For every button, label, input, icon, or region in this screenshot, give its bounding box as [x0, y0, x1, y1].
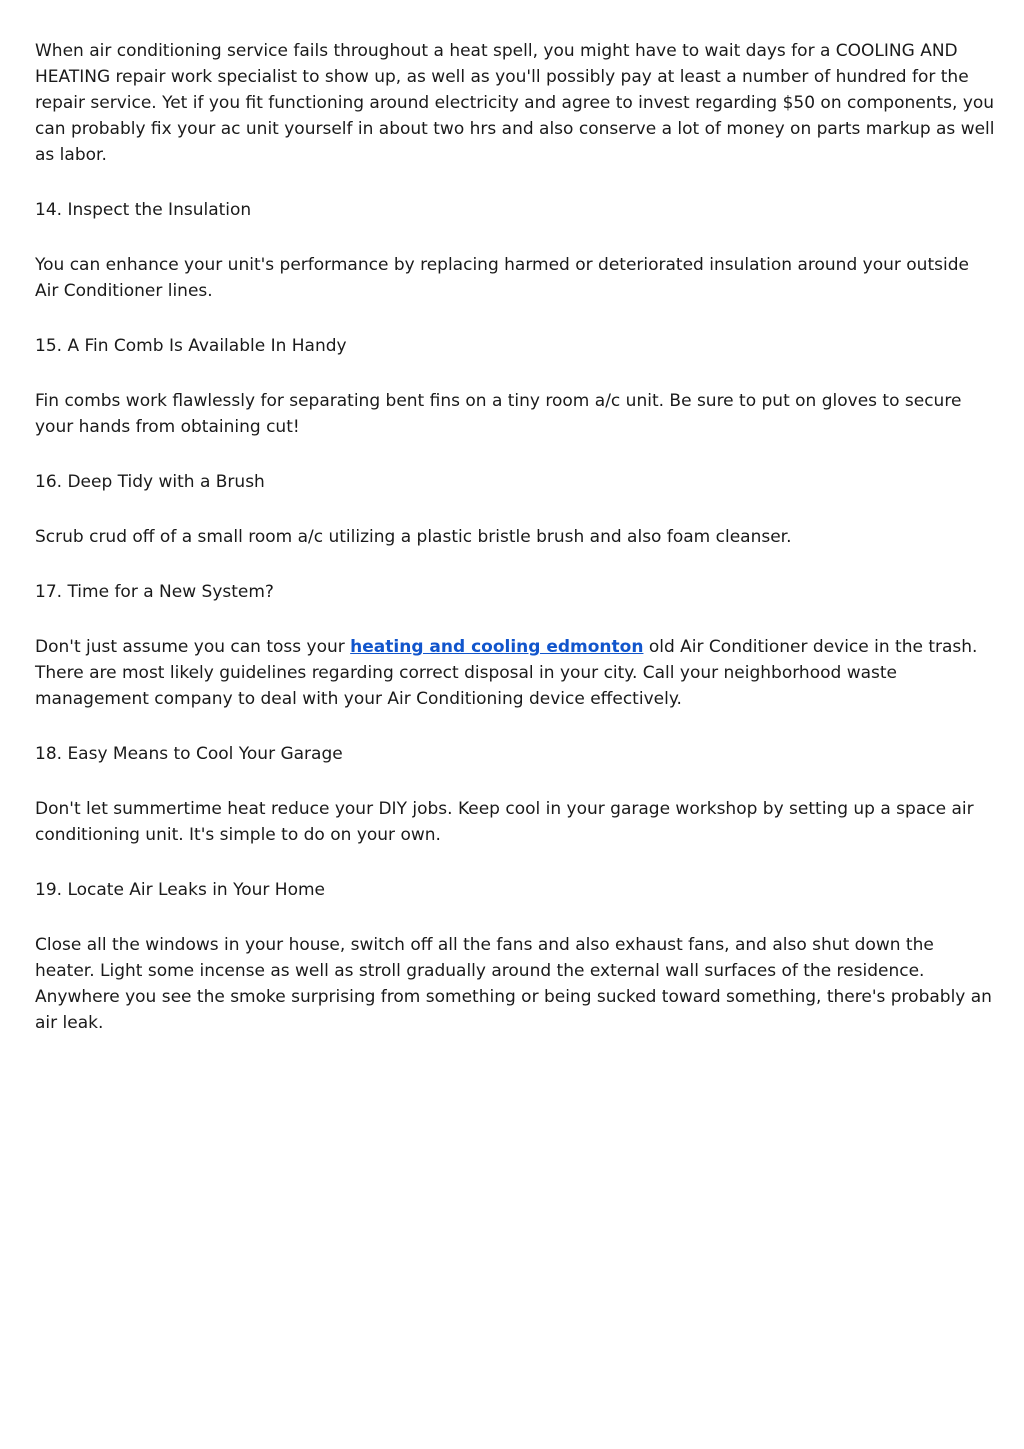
section-body-19: Close all the windows in your house, switch off all the fans and also exhaust fans, and also shut down the heater. Light some incense as well as stroll gradually around the external wall surfaces of the residence. Anywhere you see the smoke surprising from something or being sucked toward something, there's probably an air leak. — [35, 935, 992, 1033]
section-body-16: Scrub crud off of a small room a/c utilizing a plastic bristle brush and also foam cleanser. — [35, 527, 792, 547]
body-text-after-link: old Air Conditioner device in the trash. There are most likely guidelines regarding correct disposal in your city. Call your neighborhood waste management company to deal with your Air Conditioning device effectively. — [35, 637, 978, 709]
section-heading-15: 15. A Fin Comb Is Available In Handy — [35, 336, 347, 356]
section-heading-18: 18. Easy Means to Cool Your Garage — [35, 744, 343, 764]
section-body-15: Fin combs work flawlessly for separating bent fins on a tiny room a/c unit. Be sure to put on gloves to secure your hands from obtaining cut! — [35, 391, 962, 437]
section-heading-14: 14. Inspect the Insulation — [35, 200, 252, 220]
section-heading-16: 16. Deep Tidy with a Brush — [35, 472, 265, 492]
heating-cooling-edmonton-link[interactable]: heating and cooling edmonton — [350, 637, 644, 657]
section-heading-17: 17. Time for a New System? — [35, 582, 274, 602]
body-text-before-link: Don't just assume you can toss your — [35, 637, 351, 657]
section-body-17 — [35, 634, 995, 712]
document-page — [35, 38, 995, 1065]
section-body-14: You can enhance your unit's performance by replacing harmed or deteriorated insulation around your outside Air Conditioner lines. — [35, 255, 969, 301]
section-body-18: Don't let summertime heat reduce your DIY jobs. Keep cool in your garage workshop by setting up a space air conditioning unit. It's simple to do on your own. — [35, 799, 974, 845]
intro-paragraph: When air conditioning service fails throughout a heat spell, you might have to wait days for a COOLING AND HEATING repair work specialist to show up, as well as you'll possibly pay at least a number of hundred for the repair service. Yet if you fit functioning around electricity and agree to invest regarding $50 on components, you can probably fix your ac unit yourself in about two hrs and also conserve a lot of money on parts markup as well as labor. — [35, 41, 995, 165]
section-heading-19: 19. Locate Air Leaks in Your Home — [35, 880, 326, 900]
